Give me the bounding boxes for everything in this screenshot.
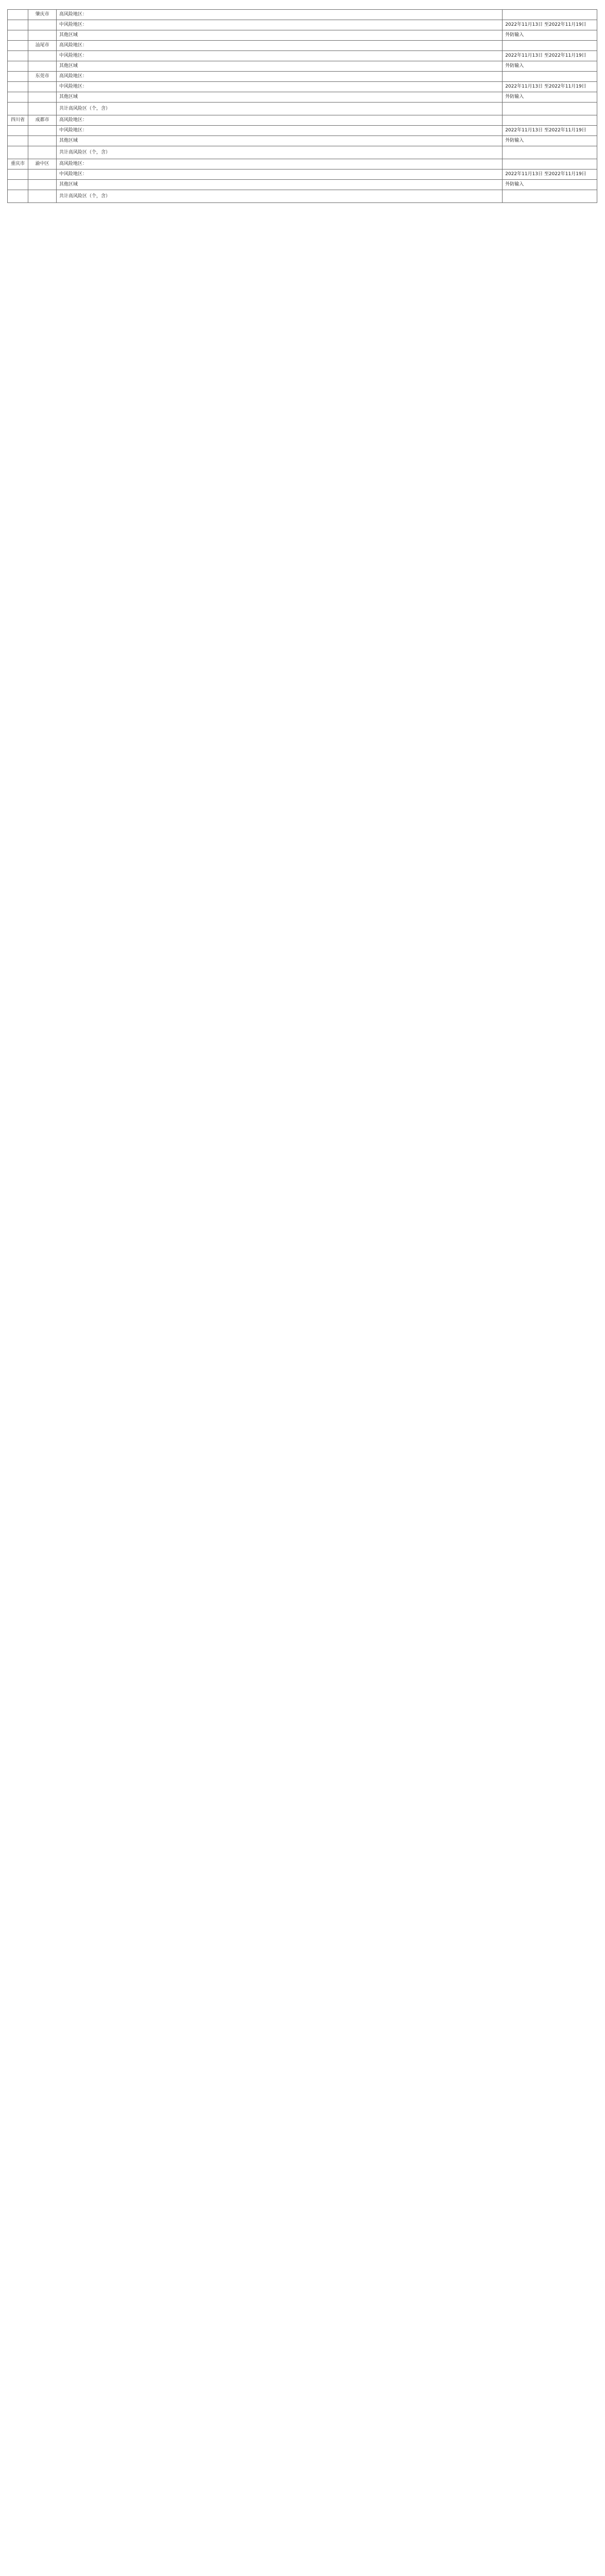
table-row xyxy=(8,159,597,170)
table-row xyxy=(8,30,597,41)
table-row xyxy=(8,103,597,115)
city-cell xyxy=(28,20,57,30)
city-cell xyxy=(28,190,57,203)
area-cell: 其他区域 xyxy=(57,30,503,41)
table-row xyxy=(8,51,597,61)
area-cell: 中风险地区： xyxy=(57,170,503,180)
date-cell: 2022年11月13日 至2022年11月19日 xyxy=(503,170,597,180)
date-cell xyxy=(503,10,597,20)
prov-cell xyxy=(8,51,28,61)
city-cell xyxy=(28,61,57,72)
date-cell: 外防输入 xyxy=(503,30,597,41)
table-row xyxy=(8,72,597,82)
date-cell xyxy=(503,41,597,51)
prov-cell xyxy=(8,92,28,103)
city-cell: 东莞市 xyxy=(28,72,57,82)
table-row xyxy=(8,41,597,51)
date-cell xyxy=(503,115,597,126)
date-cell xyxy=(503,146,597,159)
table-row xyxy=(8,170,597,180)
city-cell: 肇庆市 xyxy=(28,10,57,20)
city-cell xyxy=(28,146,57,159)
date-cell: 2022年11月13日 至2022年11月19日 xyxy=(503,20,597,30)
prov-cell xyxy=(8,10,28,20)
area-cell: 中风险地区： xyxy=(57,82,503,92)
city-cell xyxy=(28,30,57,41)
city-cell xyxy=(28,51,57,61)
prov-cell xyxy=(8,82,28,92)
area-cell: 共计高风险区（个，含） xyxy=(57,190,503,203)
date-cell xyxy=(503,72,597,82)
prov-cell xyxy=(8,20,28,30)
city-cell xyxy=(28,170,57,180)
area-cell: 中风险地区： xyxy=(57,51,503,61)
table-row xyxy=(8,10,597,20)
date-cell: 2022年11月13日 至2022年11月19日 xyxy=(503,51,597,61)
risk-area-table xyxy=(7,9,597,203)
prov-cell xyxy=(8,180,28,190)
date-cell xyxy=(503,159,597,170)
prov-cell xyxy=(8,146,28,159)
area-cell: 中风险地区： xyxy=(57,20,503,30)
area-cell: 其他区域 xyxy=(57,136,503,146)
table-row xyxy=(8,20,597,30)
area-cell: 其他区域 xyxy=(57,92,503,103)
table-row xyxy=(8,126,597,136)
area-cell: 高风险地区： xyxy=(57,10,503,20)
area-cell: 高风险地区： xyxy=(57,41,503,51)
table-row xyxy=(8,115,597,126)
area-cell: 高风险地区： xyxy=(57,115,503,126)
table-row xyxy=(8,146,597,159)
prov-cell xyxy=(8,41,28,51)
prov-cell xyxy=(8,72,28,82)
prov-cell xyxy=(8,61,28,72)
area-cell: 共计高风险区（个，含） xyxy=(57,146,503,159)
prov-cell: 四川省 xyxy=(8,115,28,126)
area-cell: 高风险地区： xyxy=(57,72,503,82)
area-cell: 中风险地区： xyxy=(57,126,503,136)
area-cell: 其他区域 xyxy=(57,180,503,190)
table-row xyxy=(8,180,597,190)
date-cell: 外防输入 xyxy=(503,136,597,146)
date-cell: 2022年11月13日 至2022年11月19日 xyxy=(503,126,597,136)
date-cell: 外防输入 xyxy=(503,92,597,103)
city-cell xyxy=(28,180,57,190)
prov-cell xyxy=(8,126,28,136)
area-cell: 共计高风险区（个，含） xyxy=(57,103,503,115)
date-cell: 外防输入 xyxy=(503,61,597,72)
table-row xyxy=(8,82,597,92)
date-cell xyxy=(503,103,597,115)
table-row xyxy=(8,92,597,103)
city-cell: 汕尾市 xyxy=(28,41,57,51)
city-cell xyxy=(28,103,57,115)
area-cell: 高风险地区： xyxy=(57,159,503,170)
date-cell: 外防输入 xyxy=(503,180,597,190)
table-row xyxy=(8,190,597,203)
city-cell xyxy=(28,126,57,136)
city-cell: 渝中区 xyxy=(28,159,57,170)
table-row xyxy=(8,61,597,72)
city-cell xyxy=(28,136,57,146)
prov-cell xyxy=(8,103,28,115)
city-cell: 成都市 xyxy=(28,115,57,126)
prov-cell xyxy=(8,170,28,180)
prov-cell xyxy=(8,190,28,203)
city-cell xyxy=(28,92,57,103)
date-cell xyxy=(503,190,597,203)
prov-cell xyxy=(8,136,28,146)
prov-cell: 重庆市 xyxy=(8,159,28,170)
table-row xyxy=(8,136,597,146)
area-cell: 其他区域 xyxy=(57,61,503,72)
prov-cell xyxy=(8,30,28,41)
date-cell: 2022年11月13日 至2022年11月19日 xyxy=(503,82,597,92)
city-cell xyxy=(28,82,57,92)
